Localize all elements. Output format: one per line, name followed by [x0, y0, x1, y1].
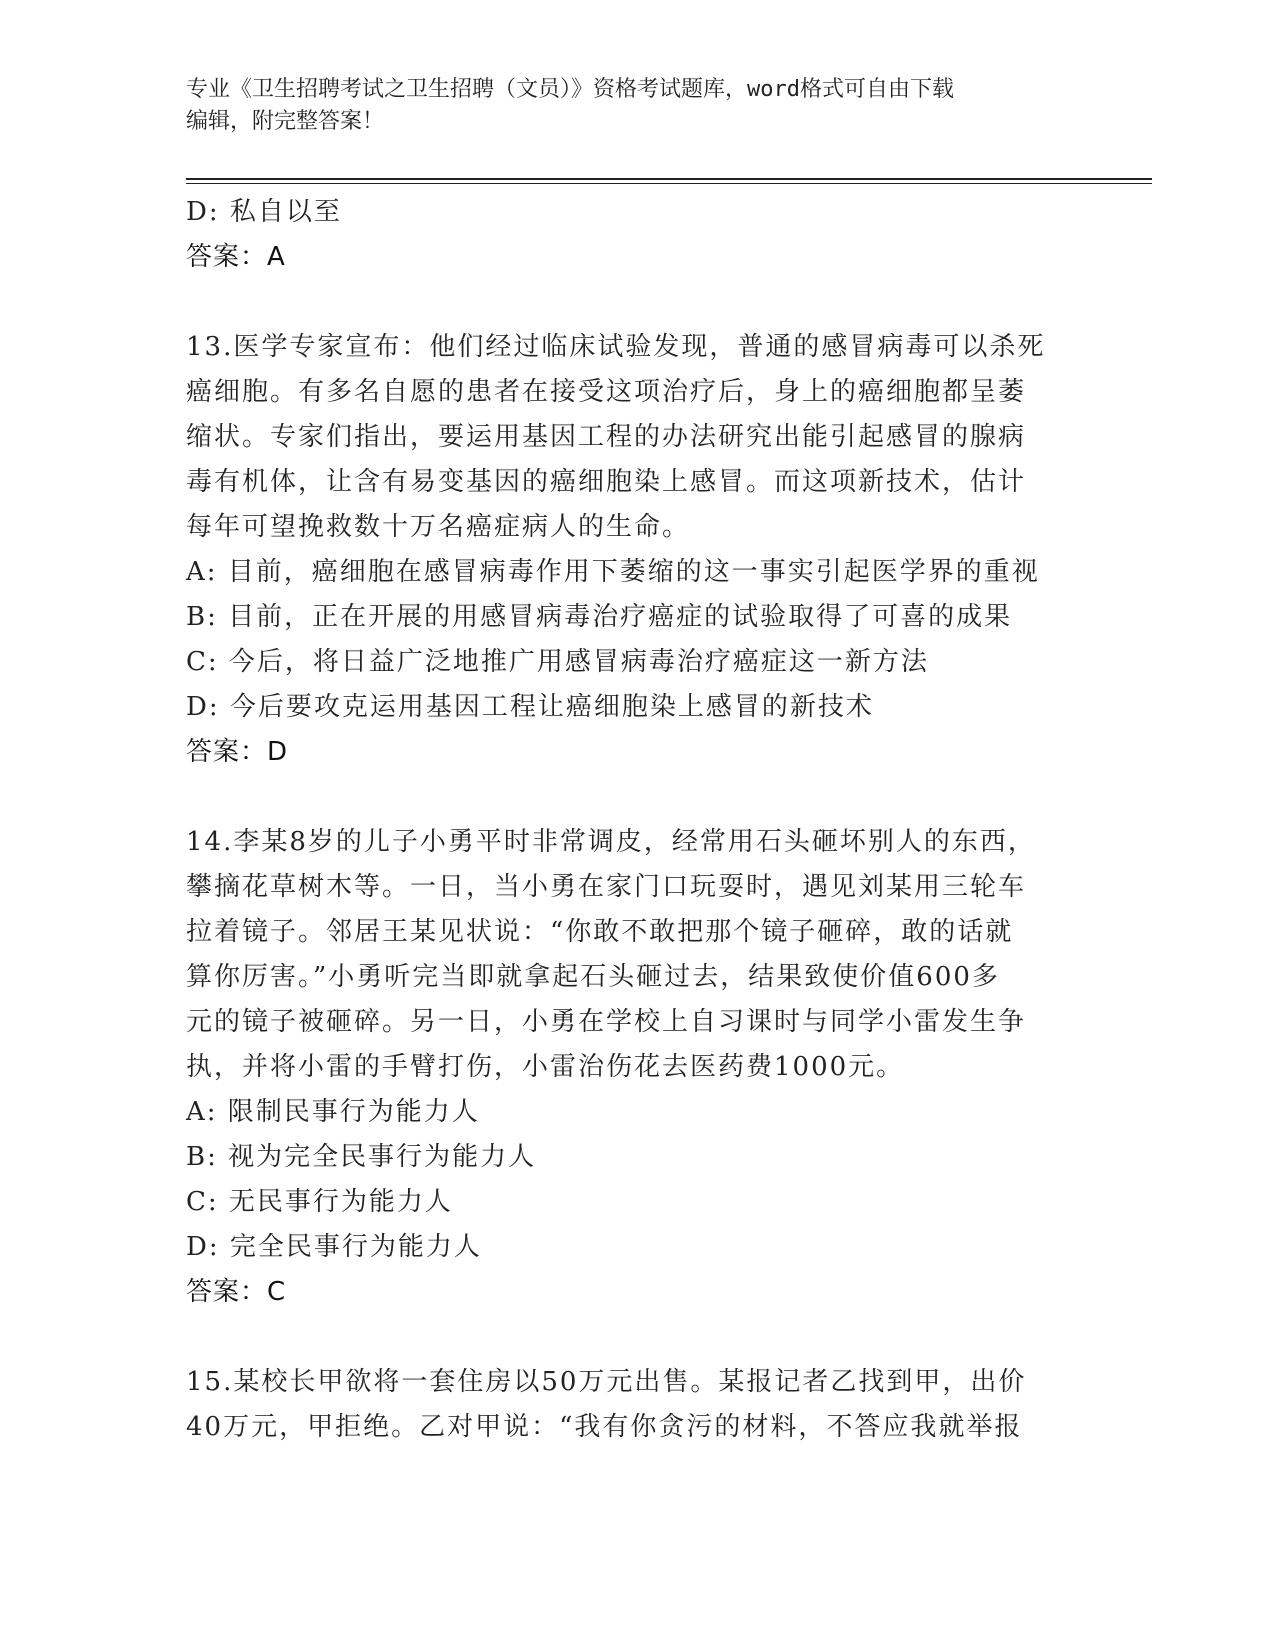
option-d: D: 完全民事行为能力人 — [186, 1232, 482, 1262]
option-c: C: 无民事行为能力人 — [186, 1187, 453, 1217]
prev-answer: 答案：A — [186, 242, 286, 272]
question-text-line: 执，并将小雷的手臂打伤，小雷治伤花去医药费1000元。 — [186, 1052, 905, 1082]
question-text-line: 癌细胞。有多名自愿的患者在接受这项治疗后，身上的癌细胞都呈萎 — [186, 377, 1027, 407]
question-14 — [186, 820, 1086, 1315]
question-15 — [186, 1360, 1086, 1450]
answer-line: 答案：C — [186, 1277, 287, 1307]
header-rule-thick — [186, 178, 1152, 180]
header-line-1: 专业《卫生招聘考试之卫生招聘（文员）》资格考试题库，word格式可自由下载 — [186, 77, 954, 102]
option-a: A: 限制民事行为能力人 — [186, 1097, 480, 1127]
option-b: B: 目前，正在开展的用感冒病毒治疗癌症的试验取得了可喜的成果 — [186, 602, 1013, 632]
option-d: D: 今后要攻克运用基因工程让癌细胞染上感冒的新技术 — [186, 692, 874, 722]
spacer — [186, 280, 1086, 325]
question-13 — [186, 325, 1086, 775]
question-text-line: 40万元，甲拒绝。乙对甲说：“我有你贪污的材料，不答应我就举报 — [186, 1412, 1023, 1442]
prev-option-d: D: 私自以至 — [186, 197, 342, 227]
spacer — [186, 775, 1086, 820]
question-text-line: 每年可望挽救数十万名癌症病人的生命。 — [186, 512, 691, 542]
question-text-line: 13.医学专家宣布：他们经过临床试验发现，普通的感冒病毒可以杀死 — [186, 332, 1046, 362]
question-text-line: 拉着镜子。邻居王某见状说：“你敢不敢把那个镜子砸碎，敢的话就 — [186, 917, 1014, 947]
question-text-line: 15.某校长甲欲将一套住房以50万元出售。某报记者乙找到甲，出价 — [186, 1367, 1027, 1397]
header-line-2: 编辑，附完整答案！ — [186, 109, 385, 134]
question-text-line: 算你厉害。”小勇听完当即就拿起石头砸过去，结果致使价值600多 — [186, 962, 1000, 992]
option-c: C: 今后，将日益广泛地推广用感冒病毒治疗癌症这一新方法 — [186, 647, 929, 677]
option-a: A: 目前，癌细胞在感冒病毒作用下萎缩的这一事实引起医学界的重视 — [186, 557, 1040, 587]
spacer — [186, 1315, 1086, 1360]
question-text-line: 毒有机体，让含有易变基因的癌细胞染上感冒。而这项新技术，估计 — [186, 467, 1027, 497]
question-text-line: 缩状。专家们指出，要运用基因工程的办法研究出能引起感冒的腺病 — [186, 422, 1027, 452]
header-rule-thin — [186, 183, 1152, 184]
document-header — [186, 74, 1066, 138]
question-text-line: 攀摘花草树木等。一日，当小勇在家门口玩耍时，遇见刘某用三轮车 — [186, 872, 1027, 902]
document-body — [186, 190, 1086, 1450]
question-text-line: 14.李某8岁的儿子小勇平时非常调皮，经常用石头砸坏别人的东西， — [186, 827, 1036, 857]
option-b: B: 视为完全民事行为能力人 — [186, 1142, 537, 1172]
answer-line: 答案：D — [186, 737, 289, 767]
question-text-line: 元的镜子被砸碎。另一日，小勇在学校上自习课时与同学小雷发生争 — [186, 1007, 1027, 1037]
